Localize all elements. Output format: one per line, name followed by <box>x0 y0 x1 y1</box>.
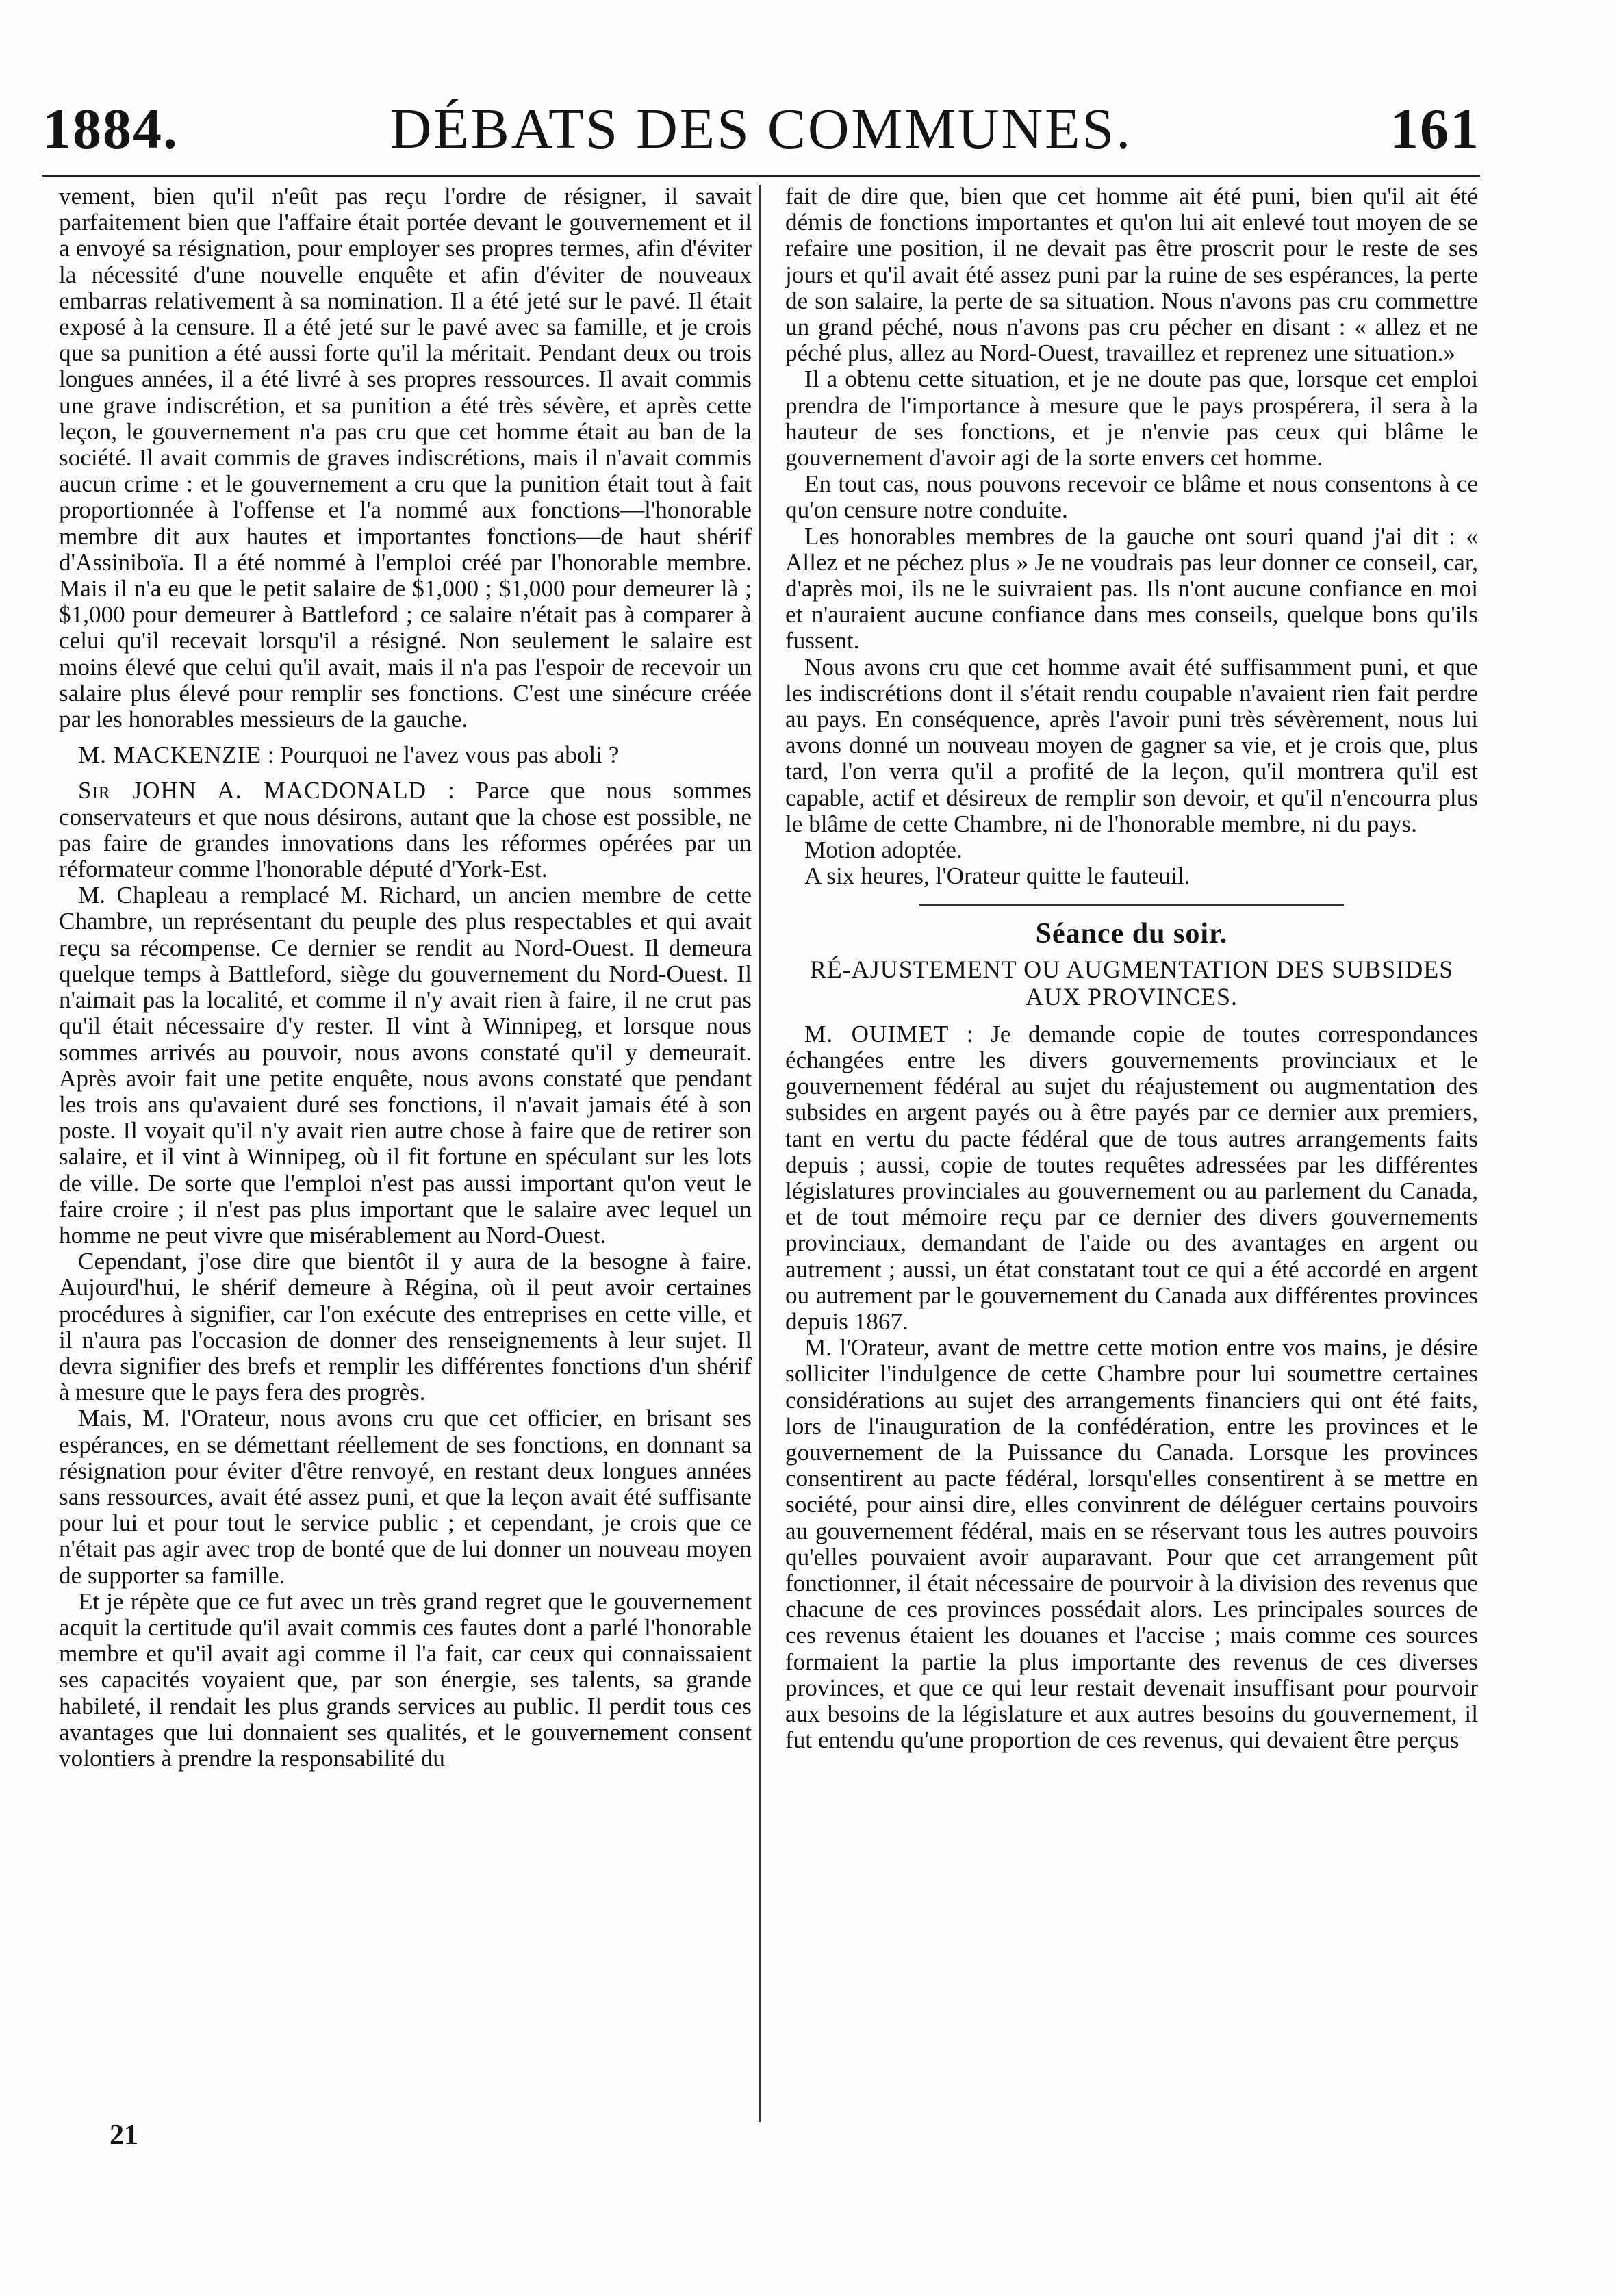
paragraph-text: : Pourquoi ne l'avez vous pas aboli ? <box>262 741 620 769</box>
paragraph <box>59 778 752 882</box>
paragraph-text: Nous avons cru que cet homme avait été suffisamment puni, et que les indiscrétions dont il s'était rendu coupable n'avaient rien fait perdre au pays. En conséquence, après l'avoir puni très sévèrement, nous lui avons donné un nouveau moyen de gagner sa vie, et je crois que, plus tard, l'on verra qu'il a profité de la leçon, qu'il montrera qu'il est capable, actif et désireux de remplir son devoir, et qu'il n'encourra plus le blâme de cette Chambre, ni de l'honorable membre, ni du pays. <box>785 653 1478 837</box>
paragraph <box>785 837 1478 863</box>
paragraph <box>785 654 1478 837</box>
speaker-name: M. MACKENZIE <box>78 741 262 769</box>
paragraph <box>785 524 1478 654</box>
paragraph <box>59 1249 752 1405</box>
speaker-name: M. OUIMET <box>804 1020 950 1047</box>
page-header <box>42 96 1480 164</box>
header-rule <box>42 175 1480 177</box>
paragraph <box>785 1021 1478 1335</box>
paragraph-text: En tout cas, nous pouvons recevoir ce blâme et nous consentons à ce qu'on censure notre conduite. <box>785 470 1478 524</box>
page-number: 161 <box>1390 97 1480 161</box>
paragraph-text: M. Chapleau a remplacé M. Richard, un ancien membre de cette Chambre, un représentant du peuple des plus respectables et qui avait reçu sa récompense. Ce dernier se rendit au Nord-Ouest. Il demeura quelque temps à Battleford, siège du gouvernement du Nord-Ouest. Il n'aimait pas la localité, et comme il n'y avait rien à faire, il ne crut pas qu'il était nécessaire d'y rester. Il vint à Winnipeg, et lorsque nous sommes arrivés au pouvoir, nous avons constaté qu'il y demeurait. Après avoir fait une petite enquête, nous avons constaté que pendant les trois ans qu'avaient duré ses fonctions, il n'avait jamais été à son poste. Il voyait qu'il n'y avait rien autre chose à faire que de retirer son salaire, et il vint à Winnipeg, où il fit fortune en spéculant sur les lots de ville. De sorte que l'emploi n'est pas aussi important qu'on veut le faire croire ; il n'est pas plus important que le salaire avec lequel un homme ne peut vivre que misérablement au Nord-Ouest. <box>59 882 752 1249</box>
paragraph-text: Mais, M. l'Orateur, nous avons cru que cet officier, en brisant ses espérances, en se démettant réellement de ses fonctions, en donnant sa résignation pour éviter d'être renvoyé, en restant deux longues années sans ressources, avait été assez puni, et que la leçon avait été suffisante pour lui et pour tout le service public ; et cependant, je crois que ce n'était pas agir avec trop de bonté que de lui donner un nouveau moyen de supporter sa famille. <box>59 1405 752 1589</box>
paragraph <box>785 863 1478 889</box>
paragraph-text: Et je répète que ce fut avec un très grand regret que le gouvernement acquit la certitude qu'il avait commis ces fautes dont a parlé l'honorable membre et qu'il avait agi comme il l'a fait, car ceux qui connaissaient ses capacités voyaient que, par son énergie, ses talents, sa grande habileté, il rendait les plus grands services au public. Il perdit tous ces avantages que lui donnaient ses qualités, et le gouvernement consent volontiers à prendre la responsabilité du <box>59 1587 752 1772</box>
signature-mark: 21 <box>110 2119 138 2151</box>
section-separator <box>919 904 1344 906</box>
right-column-part-2 <box>785 1021 1478 1754</box>
section-title: Séance du soir. <box>1035 918 1228 950</box>
right-column <box>785 183 1478 1753</box>
header-title: DÉBATS DES COMMUNES. <box>390 97 1133 161</box>
paragraph-text: Motion adoptée. <box>804 837 963 864</box>
paragraph <box>59 742 752 768</box>
paragraph-text: : Je demande copie de toutes correspondances échangées entre les divers gouvernements provinciaux et le gouvernement fédéral au sujet du réajustement ou augmentation des subsides en argent payés ou à être payés par ce dernier aux premiers, tant en vertu du pacte fédéral que de tous autres arrangements faits depuis ; aussi, copie de toutes requêtes adressées par les différentes législatures provinciales au gouvernement ou au parlement du Canada, et de tout mémoire reçu par ce dernier des divers gouvernements provinciaux, demandant de l'aide ou des avantages en argent ou autrement ; aussi, un état constatant tout ce qui a été accordé en argent ou autrement par le gouvernement du Canada aux différentes provinces depuis 1867. <box>785 1020 1479 1335</box>
paragraph-text: fait de dire que, bien que cet homme ait été puni, bien qu'il ait été démis de fonctions importantes et qu'on lui ait enlevé tout moyen de se refaire une position, il ne devait pas être proscrit pour le reste de ses jours et qu'il avait été assez puni par la ruine de ses espérances, la perte de son salaire, la perte de sa situation. Nous n'avons pas cru commettre un grand péché, nous n'avons pas cru pécher en disant : « allez et ne péché plus, allez au Nord-Ouest, travaillez et reprenez une situation.» <box>785 183 1478 367</box>
paragraph-text: Les honorables membres de la gauche ont souri quand j'ai dit : « Allez et ne péchez plus » Je ne voudrais pas leur donner ce conseil, car, d'après moi, ils ne le suivraient pas. Ils n'ont aucune confiance en moi et n'auraient aucune confiance dans mes conseils, quelque bons qu'ils fussent. <box>785 522 1478 654</box>
paragraph <box>785 183 1478 366</box>
paragraph <box>785 471 1478 523</box>
subject-title: RÉ-AJUSTEMENT OU AUGMENTATION DES SUBSIDES AUX PROVINCES. <box>809 955 1454 1010</box>
paragraph <box>59 183 752 732</box>
right-column-part-1 <box>785 183 1478 889</box>
paragraph <box>59 1405 752 1588</box>
paragraph <box>785 1335 1478 1753</box>
column-divider <box>759 185 761 2122</box>
paragraph-text: A six heures, l'Orateur quitte le fauteuil. <box>804 863 1191 890</box>
left-column <box>59 183 752 1772</box>
paragraph <box>59 882 752 1249</box>
header-year: 1884. <box>42 97 179 161</box>
paragraph-text: vement, bien qu'il n'eût pas reçu l'ordre de résigner, il savait parfaitement bien que l'affaire était portée devant le gouvernement et il a envoyé sa résignation, pour employer ses propres termes, afin d'éviter la nécessité d'une nouvelle enquête et afin d'éviter de nouveaux embarras relativement à sa nomination. Il a été jeté sur le pavé. Il était exposé à la censure. Il a été jeté sur le pavé avec sa famille, et je crois que sa punition a été aussi forte qu'il la méritait. Pendant deux ou trois longues années, il a été livré à ses propres ressources. Il avait commis une grave indiscrétion, et sa punition a été très sévère, et après cette leçon, le gouvernement n'a pas cru que cet homme était au ban de la société. Il avait commis de graves indiscrétions, mais il n'avait commis aucun crime : et le gouvernement a cru que la punition était tout à fait proportionnée à l'offense et l'a nommé aux fonctions—l'honorable membre dit aux hautes et importantes fonctions—de haut shérif d'Assiniboïa. Il a été nommé à l'emploi créé par l'honorable membre. Mais il n'a eu que le petit salaire de $1,000 ; $1,000 pour demeurer là ; $1,000 pour demeurer à Battleford ; ce salaire n'était pas à comparer à celui qu'il recevait lorsqu'il a résigné. Non seulement le salaire est moins élevé que celui qu'il avait, mais il n'a pas l'espoir de recevoir un salaire plus élevé pour remplir ses fonctions. C'est une sinécure créée par les honorables messieurs de la gauche. <box>59 183 752 733</box>
paragraph-text: M. l'Orateur, avant de mettre cette motion entre vos mains, je désire solliciter l'indulgence de cette Chambre pour lui soumettre certaines considérations au sujet des arrangements financiers qui ont été faits, lors de l'inauguration de la confédération, entre les provinces et le gouvernement de la Puissance du Canada. Lorsque les provinces consentirent au pacte fédéral, lorsqu'elles consentirent à se mettre en société, pour ainsi dire, elles convinrent de déléguer certains pouvoirs au gouvernement fédéral, mais en se réservant tous les autres pouvoirs qu'elles pouvaient avoir auparavant. Pour que cet arrangement pût fonctionner, il était nécessaire de pourvoir à la division des revenus que chacune de ces provinces possédait alors. Les principales sources de ces revenus étaient les douanes et l'accise ; mais comme ces sources formaient la partie la plus importante des revenus de ces diverses provinces, et que ce qui leur restait devenait insuffisant pour pourvoir aux besoins de la législature et aux autres besoins du gouvernement, il fut entendu qu'une proportion de ces revenus, qui devaient être perçus <box>785 1334 1478 1754</box>
paragraph <box>785 366 1478 471</box>
paragraph-text: : Parce que nous sommes conservateurs et que nous désirons, autant que la chose est possible, ne pas faire de grandes innovations dans les réformes opérées par un réformateur comme l'honorable député d'York-Est. <box>59 777 752 883</box>
paragraph-text: Il a obtenu cette situation, et je ne doute pas que, lorsque cet emploi prendra de l'importance à mesure que le pays prospérera, il sera à la hauteur de ses fonctions, et je n'envie pas ceux qui blâme le gouvernement d'avoir agi de la sorte envers cet homme. <box>785 366 1478 472</box>
paragraph <box>59 1589 752 1772</box>
speaker-name: Sir JOHN A. MACDONALD <box>78 777 427 804</box>
paragraph-text: Cependant, j'ose dire que bientôt il y aura de la besogne à faire. Aujourd'hui, le shérif demeure à Régina, où il peut avoir certaines procédures à signifier, car l'on exécute des entreprises en cette ville, et il n'aura pas l'occasion de donner des renseignements à leur sujet. Il devra signifier des brefs et remplir les différentes fonctions d'un shérif à mesure que le pays fera des progrès. <box>59 1248 752 1406</box>
